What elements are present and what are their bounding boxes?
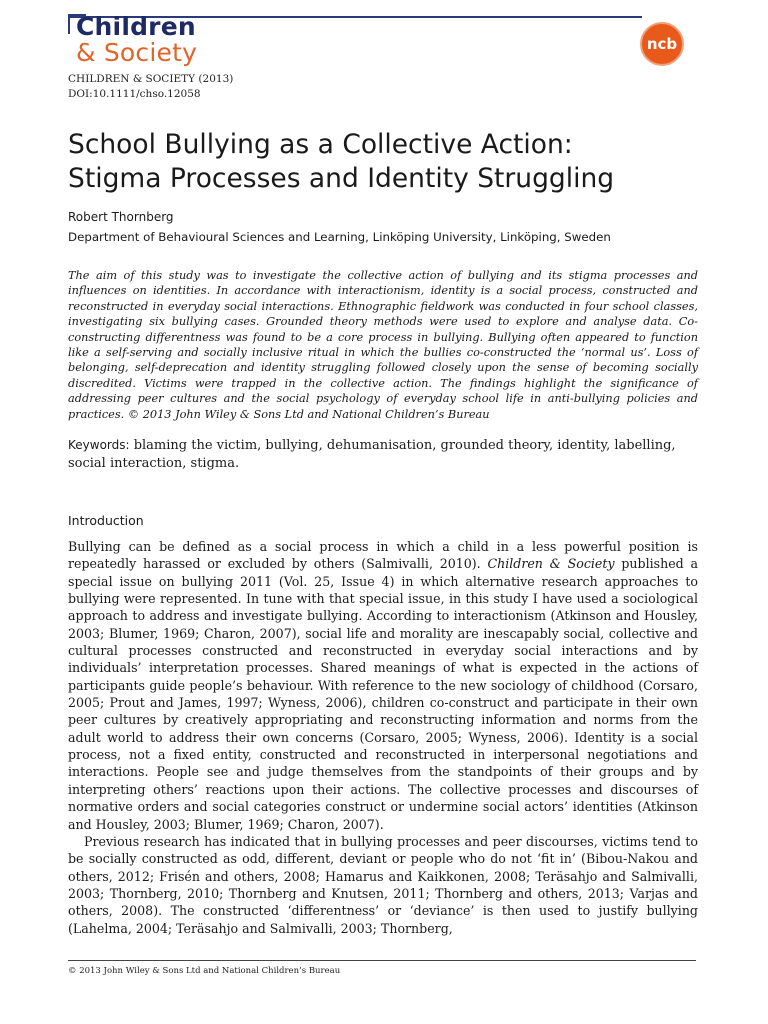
author-affiliation: Department of Behavioural Sciences and Learning, Linköping University, Linköping, Sweden: [68, 230, 611, 244]
journal-issue: CHILDREN & SOCIETY (2013): [68, 73, 234, 85]
introduction-body: [68, 538, 698, 937]
keywords-list: blaming the victim, bullying, dehumanisation, grounded theory, identity, labelling, social interaction, stigma.: [68, 438, 676, 471]
author-name: Robert Thornberg: [68, 210, 174, 224]
journal-masthead: [68, 14, 696, 66]
keywords-label: Keywords:: [68, 438, 130, 452]
paragraph-1-part-a: Bullying can be defined as a social process in which a child in a less powerful position is repeatedly harassed or excluded by others (Salmivalli, 2010).: [68, 539, 698, 572]
article-title: [68, 128, 708, 196]
journal-logo-society: & Society: [76, 38, 198, 67]
paragraph-1-part-b: published a special issue on bullying 2011 (Vol. 25, Issue 4) in which alternative research approaches to bullying were represented. In tune with that special issue, in this study I have used a sociological approach to address and investigate bullying. According to interactionism (Atkinson and Housley, 2003; Blumer, 1969; Charon, 2007), social life and morality are inescapably social, collective and cultural processes constructed and reconstructed in everyday social interactions and by individuals’ interpretation processes. Shared meanings of what is expected in the actions of participants guide people’s behaviour. With reference to the new sociology of childhood (Corsaro, 2005; Prout and James, 1997; Wyness, 2006), children co-construct and participate in their own peer cultures by creatively appropriating and reconstructing information and norms from the adult world to address their own concerns (Corsaro, 2005; Wyness, 2006). Identity is a social process, not a fixed entity, constructed and reconstructed in interpersonal negotiations and interactions. People see and judge themselves from the standpoints of their groups and by interpreting others’ reactions upon their actions. The collective processes and discourses of normative orders and social categories construct or undermine social actors’ identities (Atkinson and Housley, 2003; Blumer, 1969; Charon, 2007).: [68, 556, 698, 832]
doi: DOI:10.1111/chso.12058: [68, 88, 201, 100]
ncb-logo-icon: ncb: [640, 22, 684, 66]
keywords: [68, 436, 698, 473]
paragraph-2: Previous research has indicated that in bullying processes and peer discourses, victims tend to be socially constructed as odd, different, deviant or people who do not ‘fit in’ (Bibou-Nakou and others, 2012; Frisén and others, 2008; Hamarus and Kaikkonen, 2008; Teräsahjo and Salmivalli, 2003; Thornberg, 2010; Thornberg and Knutsen, 2011; Thornberg and others, 2013; Varjas and others, 2008). The constructed ‘differentness’ or ‘deviance’ is then used to justify bullying (Lahelma, 2004; Teräsahjo and Salmivalli, 2003; Thornberg,: [68, 833, 698, 936]
section-heading-introduction: Introduction: [68, 513, 144, 528]
title-line-2: Stigma Processes and Identity Struggling: [68, 163, 615, 194]
abstract: The aim of this study was to investigate the collective action of bullying and its stigma processes and influences on identities. In accordance with interactionism, identity is a social process, constructed and reconstructed in everyday social interactions. Ethnographic fieldwork was conducted in four school classes, investigating six bullying cases. Grounded theory methods were used to explore and analyse data. Co-constructing differentness was found to be a core process in bullying. Bullying often appeared to function like a self-serving and socially inclusive ritual in which the bullies co-constructed the ‘normal us’. Loss of belonging, self-deprecation and identity struggling followed closely upon the sense of becoming socially discredited. Victims were trapped in the collective action. The findings highlight the significance of addressing peer cultures and the social psychology of everyday school life in anti-bullying policies and practices. © 2013 John Wiley & Sons Ltd and National Children’s Bureau: [68, 269, 698, 421]
footer-copyright: © 2013 John Wiley & Sons Ltd and National Children’s Bureau: [68, 966, 341, 976]
journal-logo-children: Children: [76, 12, 196, 41]
footer-rule: [68, 960, 696, 961]
paragraph-1: [68, 538, 698, 833]
title-line-1: School Bullying as a Collective Action:: [68, 129, 573, 160]
journal-citation: [68, 72, 233, 102]
journal-name-italic: Children & Society: [487, 556, 615, 572]
